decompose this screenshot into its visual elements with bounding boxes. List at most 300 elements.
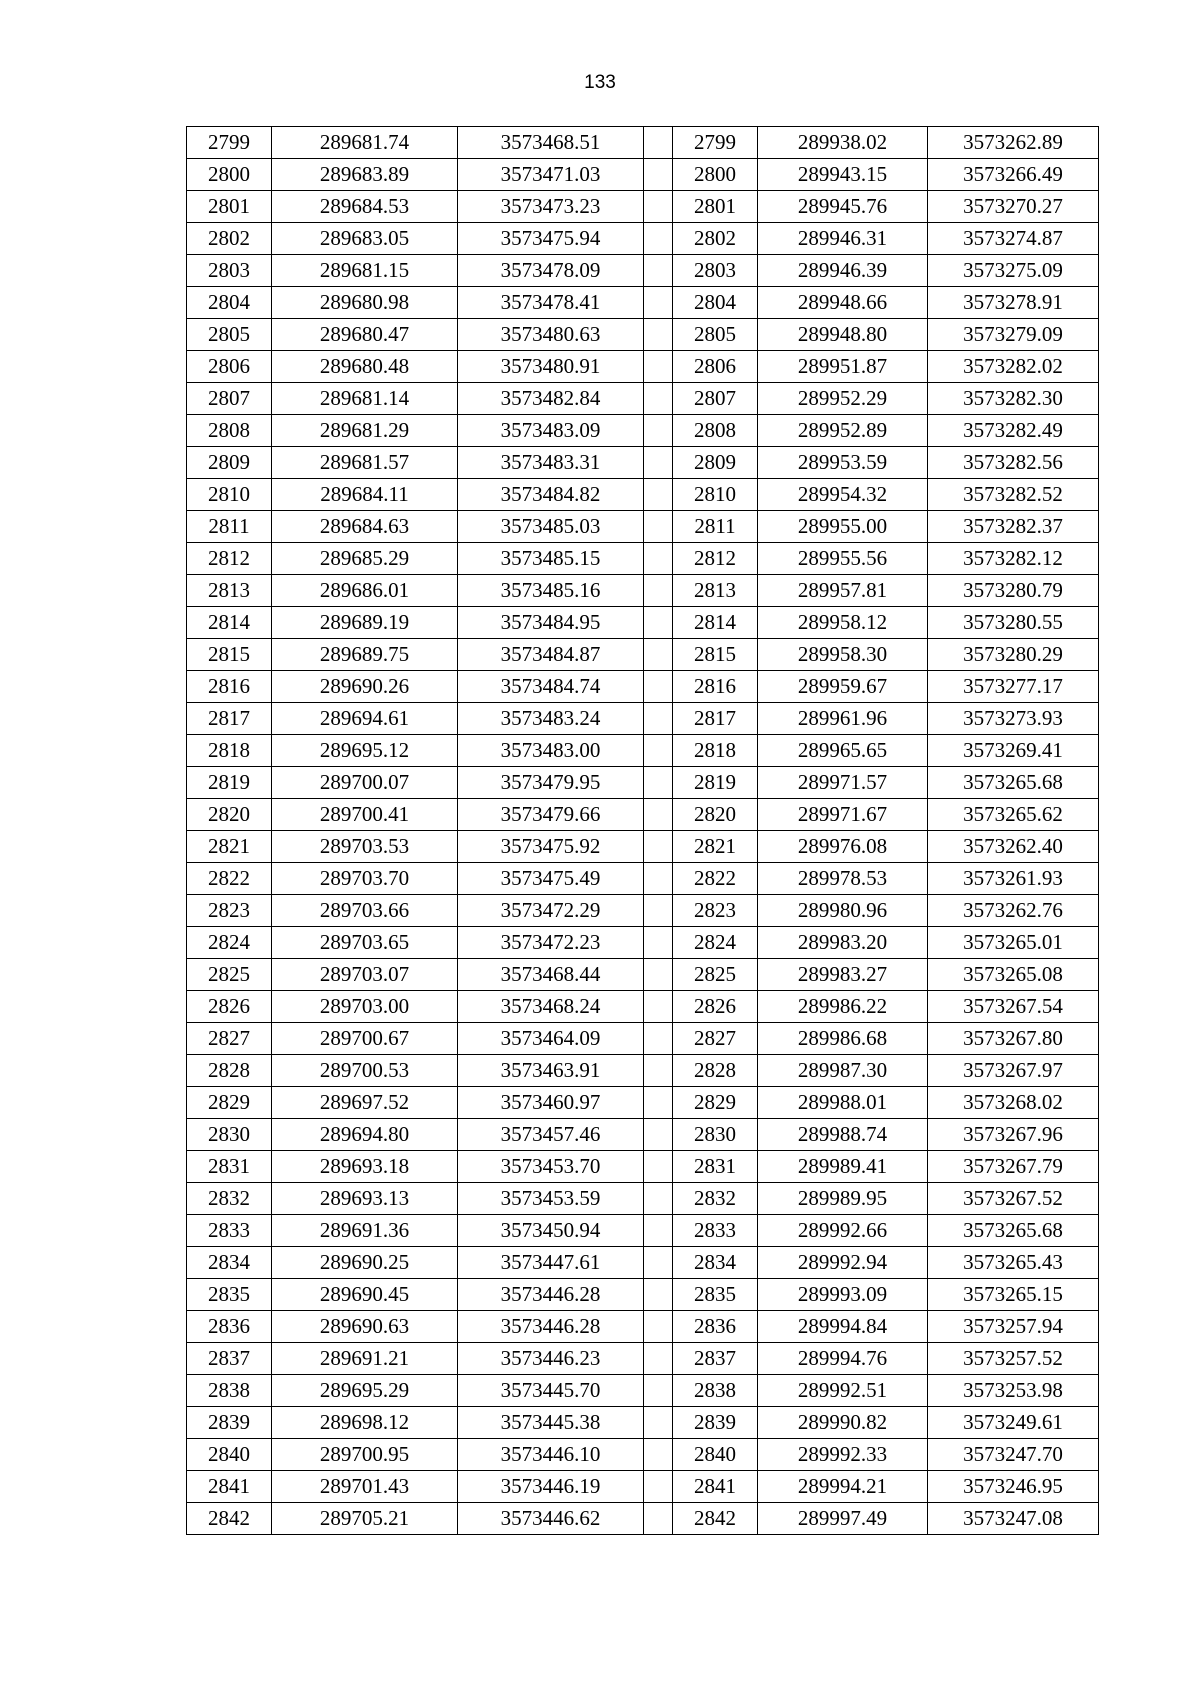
point-number-cell: 2810 [673,479,758,511]
y-coordinate-cell: 3573265.15 [928,1279,1099,1311]
table-row [187,1439,1099,1471]
table-row [187,1215,1099,1247]
point-number-cell: 2824 [673,927,758,959]
spacer-cell [644,1119,673,1151]
x-coordinate-cell: 289948.66 [758,287,928,319]
x-coordinate-cell: 289700.67 [272,1023,458,1055]
spacer-cell [644,607,673,639]
spacer-cell [644,351,673,383]
point-number-cell: 2827 [673,1023,758,1055]
y-coordinate-cell: 3573262.89 [928,127,1099,159]
point-number-cell: 2840 [187,1439,272,1471]
point-number-cell: 2839 [673,1407,758,1439]
table-row [187,1087,1099,1119]
x-coordinate-cell: 289703.07 [272,959,458,991]
x-coordinate-cell: 289703.65 [272,927,458,959]
x-coordinate-cell: 289703.66 [272,895,458,927]
table-row [187,895,1099,927]
point-number-cell: 2818 [673,735,758,767]
y-coordinate-cell: 3573446.28 [458,1279,644,1311]
x-coordinate-cell: 289992.33 [758,1439,928,1471]
y-coordinate-cell: 3573483.00 [458,735,644,767]
table-row [187,255,1099,287]
x-coordinate-cell: 289994.84 [758,1311,928,1343]
point-number-cell: 2800 [187,159,272,191]
x-coordinate-cell: 289988.01 [758,1087,928,1119]
y-coordinate-cell: 3573484.74 [458,671,644,703]
point-number-cell: 2812 [673,543,758,575]
y-coordinate-cell: 3573475.94 [458,223,644,255]
x-coordinate-cell: 289951.87 [758,351,928,383]
y-coordinate-cell: 3573267.79 [928,1151,1099,1183]
x-coordinate-cell: 289986.22 [758,991,928,1023]
y-coordinate-cell: 3573282.02 [928,351,1099,383]
spacer-cell [644,799,673,831]
y-coordinate-cell: 3573485.15 [458,543,644,575]
spacer-cell [644,671,673,703]
y-coordinate-cell: 3573480.63 [458,319,644,351]
point-number-cell: 2825 [187,959,272,991]
x-coordinate-cell: 289971.57 [758,767,928,799]
point-number-cell: 2816 [187,671,272,703]
x-coordinate-cell: 289954.32 [758,479,928,511]
x-coordinate-cell: 289987.30 [758,1055,928,1087]
y-coordinate-cell: 3573468.51 [458,127,644,159]
point-number-cell: 2804 [187,287,272,319]
table-row [187,479,1099,511]
point-number-cell: 2799 [187,127,272,159]
y-coordinate-cell: 3573282.56 [928,447,1099,479]
table-row [187,191,1099,223]
point-number-cell: 2817 [187,703,272,735]
y-coordinate-cell: 3573464.09 [458,1023,644,1055]
point-number-cell: 2823 [673,895,758,927]
spacer-cell [644,991,673,1023]
point-number-cell: 2800 [673,159,758,191]
table-row [187,1247,1099,1279]
x-coordinate-cell: 289983.27 [758,959,928,991]
table-row [187,735,1099,767]
point-number-cell: 2826 [187,991,272,1023]
table-row [187,671,1099,703]
x-coordinate-cell: 289700.95 [272,1439,458,1471]
x-coordinate-cell: 289681.14 [272,383,458,415]
y-coordinate-cell: 3573468.24 [458,991,644,1023]
point-number-cell: 2822 [673,863,758,895]
y-coordinate-cell: 3573247.08 [928,1503,1099,1535]
table-row [187,543,1099,575]
x-coordinate-cell: 289695.29 [272,1375,458,1407]
point-number-cell: 2831 [673,1151,758,1183]
y-coordinate-cell: 3573257.52 [928,1343,1099,1375]
y-coordinate-cell: 3573446.28 [458,1311,644,1343]
x-coordinate-cell: 289958.12 [758,607,928,639]
y-coordinate-cell: 3573253.98 [928,1375,1099,1407]
point-number-cell: 2826 [673,991,758,1023]
spacer-cell [644,767,673,799]
x-coordinate-cell: 289683.05 [272,223,458,255]
x-coordinate-cell: 289686.01 [272,575,458,607]
y-coordinate-cell: 3573479.66 [458,799,644,831]
spacer-cell [644,415,673,447]
x-coordinate-cell: 289680.47 [272,319,458,351]
spacer-cell [644,319,673,351]
table-row [187,959,1099,991]
table-row [187,1471,1099,1503]
y-coordinate-cell: 3573478.41 [458,287,644,319]
table-row [187,383,1099,415]
spacer-cell [644,1503,673,1535]
spacer-cell [644,1279,673,1311]
y-coordinate-cell: 3573274.87 [928,223,1099,255]
spacer-cell [644,1055,673,1087]
x-coordinate-cell: 289989.95 [758,1183,928,1215]
spacer-cell [644,1151,673,1183]
point-number-cell: 2836 [673,1311,758,1343]
table-row [187,1375,1099,1407]
x-coordinate-cell: 289689.19 [272,607,458,639]
point-number-cell: 2805 [673,319,758,351]
point-number-cell: 2833 [673,1215,758,1247]
x-coordinate-cell: 289983.20 [758,927,928,959]
y-coordinate-cell: 3573280.29 [928,639,1099,671]
point-number-cell: 2805 [187,319,272,351]
x-coordinate-cell: 289955.56 [758,543,928,575]
point-number-cell: 2812 [187,543,272,575]
y-coordinate-cell: 3573472.29 [458,895,644,927]
spacer-cell [644,127,673,159]
point-number-cell: 2816 [673,671,758,703]
point-number-cell: 2840 [673,1439,758,1471]
point-number-cell: 2841 [187,1471,272,1503]
spacer-cell [644,287,673,319]
point-number-cell: 2801 [187,191,272,223]
table-row [187,831,1099,863]
x-coordinate-cell: 289992.51 [758,1375,928,1407]
x-coordinate-cell: 289694.80 [272,1119,458,1151]
y-coordinate-cell: 3573282.30 [928,383,1099,415]
y-coordinate-cell: 3573460.97 [458,1087,644,1119]
point-number-cell: 2821 [187,831,272,863]
table-row [187,1343,1099,1375]
point-number-cell: 2802 [673,223,758,255]
x-coordinate-cell: 289691.36 [272,1215,458,1247]
x-coordinate-cell: 289681.29 [272,415,458,447]
x-coordinate-cell: 289961.96 [758,703,928,735]
x-coordinate-cell: 289698.12 [272,1407,458,1439]
point-number-cell: 2819 [187,767,272,799]
point-number-cell: 2831 [187,1151,272,1183]
point-number-cell: 2803 [187,255,272,287]
x-coordinate-cell: 289690.63 [272,1311,458,1343]
table-row [187,415,1099,447]
x-coordinate-cell: 289959.67 [758,671,928,703]
x-coordinate-cell: 289938.02 [758,127,928,159]
point-number-cell: 2832 [187,1183,272,1215]
point-number-cell: 2834 [673,1247,758,1279]
point-number-cell: 2837 [673,1343,758,1375]
y-coordinate-cell: 3573483.31 [458,447,644,479]
y-coordinate-cell: 3573485.16 [458,575,644,607]
point-number-cell: 2820 [187,799,272,831]
y-coordinate-cell: 3573445.38 [458,1407,644,1439]
x-coordinate-cell: 289683.89 [272,159,458,191]
y-coordinate-cell: 3573249.61 [928,1407,1099,1439]
y-coordinate-cell: 3573246.95 [928,1471,1099,1503]
spacer-cell [644,959,673,991]
point-number-cell: 2837 [187,1343,272,1375]
y-coordinate-cell: 3573473.23 [458,191,644,223]
spacer-cell [644,1439,673,1471]
y-coordinate-cell: 3573267.97 [928,1055,1099,1087]
x-coordinate-cell: 289691.21 [272,1343,458,1375]
spacer-cell [644,223,673,255]
x-coordinate-cell: 289952.29 [758,383,928,415]
table-row [187,127,1099,159]
y-coordinate-cell: 3573265.68 [928,1215,1099,1247]
x-coordinate-cell: 289703.70 [272,863,458,895]
y-coordinate-cell: 3573446.10 [458,1439,644,1471]
y-coordinate-cell: 3573484.95 [458,607,644,639]
point-number-cell: 2830 [673,1119,758,1151]
point-number-cell: 2838 [187,1375,272,1407]
point-number-cell: 2802 [187,223,272,255]
y-coordinate-cell: 3573267.52 [928,1183,1099,1215]
point-number-cell: 2827 [187,1023,272,1055]
y-coordinate-cell: 3573269.41 [928,735,1099,767]
spacer-cell [644,1375,673,1407]
spacer-cell [644,383,673,415]
x-coordinate-cell: 289943.15 [758,159,928,191]
x-coordinate-cell: 289690.25 [272,1247,458,1279]
spacer-cell [644,1471,673,1503]
spacer-cell [644,447,673,479]
y-coordinate-cell: 3573445.70 [458,1375,644,1407]
y-coordinate-cell: 3573279.09 [928,319,1099,351]
y-coordinate-cell: 3573262.40 [928,831,1099,863]
spacer-cell [644,191,673,223]
point-number-cell: 2807 [673,383,758,415]
point-number-cell: 2828 [673,1055,758,1087]
x-coordinate-cell: 289700.53 [272,1055,458,1087]
x-coordinate-cell: 289684.11 [272,479,458,511]
table-row [187,1023,1099,1055]
x-coordinate-cell: 289957.81 [758,575,928,607]
point-number-cell: 2814 [673,607,758,639]
spacer-cell [644,1023,673,1055]
table-row [187,351,1099,383]
point-number-cell: 2808 [187,415,272,447]
y-coordinate-cell: 3573446.62 [458,1503,644,1535]
y-coordinate-cell: 3573282.52 [928,479,1099,511]
y-coordinate-cell: 3573471.03 [458,159,644,191]
x-coordinate-cell: 289689.75 [272,639,458,671]
coordinate-table [186,126,1099,1535]
y-coordinate-cell: 3573480.91 [458,351,644,383]
point-number-cell: 2804 [673,287,758,319]
y-coordinate-cell: 3573475.92 [458,831,644,863]
spacer-cell [644,863,673,895]
point-number-cell: 2838 [673,1375,758,1407]
y-coordinate-cell: 3573280.79 [928,575,1099,607]
x-coordinate-cell: 289945.76 [758,191,928,223]
y-coordinate-cell: 3573265.68 [928,767,1099,799]
x-coordinate-cell: 289971.67 [758,799,928,831]
table-row [187,767,1099,799]
table-row [187,511,1099,543]
x-coordinate-cell: 289684.53 [272,191,458,223]
y-coordinate-cell: 3573282.49 [928,415,1099,447]
y-coordinate-cell: 3573485.03 [458,511,644,543]
y-coordinate-cell: 3573268.02 [928,1087,1099,1119]
table-row [187,607,1099,639]
x-coordinate-cell: 289693.18 [272,1151,458,1183]
y-coordinate-cell: 3573447.61 [458,1247,644,1279]
x-coordinate-cell: 289680.98 [272,287,458,319]
point-number-cell: 2836 [187,1311,272,1343]
x-coordinate-cell: 289980.96 [758,895,928,927]
table-row [187,703,1099,735]
spacer-cell [644,479,673,511]
y-coordinate-cell: 3573472.23 [458,927,644,959]
point-number-cell: 2815 [187,639,272,671]
table-row [187,1407,1099,1439]
spacer-cell [644,639,673,671]
y-coordinate-cell: 3573265.01 [928,927,1099,959]
x-coordinate-cell: 289701.43 [272,1471,458,1503]
point-number-cell: 2841 [673,1471,758,1503]
y-coordinate-cell: 3573446.23 [458,1343,644,1375]
point-number-cell: 2825 [673,959,758,991]
point-number-cell: 2833 [187,1215,272,1247]
x-coordinate-cell: 289993.09 [758,1279,928,1311]
x-coordinate-cell: 289690.45 [272,1279,458,1311]
y-coordinate-cell: 3573457.46 [458,1119,644,1151]
x-coordinate-cell: 289681.74 [272,127,458,159]
x-coordinate-cell: 289703.53 [272,831,458,863]
point-number-cell: 2819 [673,767,758,799]
x-coordinate-cell: 289955.00 [758,511,928,543]
spacer-cell [644,703,673,735]
point-number-cell: 2822 [187,863,272,895]
table-row [187,1183,1099,1215]
spacer-cell [644,927,673,959]
spacer-cell [644,1407,673,1439]
y-coordinate-cell: 3573450.94 [458,1215,644,1247]
point-number-cell: 2828 [187,1055,272,1087]
y-coordinate-cell: 3573468.44 [458,959,644,991]
x-coordinate-cell: 289694.61 [272,703,458,735]
point-number-cell: 2835 [187,1279,272,1311]
y-coordinate-cell: 3573483.09 [458,415,644,447]
page-number: 133 [584,72,616,93]
x-coordinate-cell: 289680.48 [272,351,458,383]
point-number-cell: 2806 [187,351,272,383]
x-coordinate-cell: 289988.74 [758,1119,928,1151]
table-row [187,639,1099,671]
point-number-cell: 2808 [673,415,758,447]
table-row [187,1055,1099,1087]
spacer-cell [644,255,673,287]
spacer-cell [644,1215,673,1247]
spacer-cell [644,1343,673,1375]
x-coordinate-cell: 289684.63 [272,511,458,543]
point-number-cell: 2842 [673,1503,758,1535]
table-row [187,287,1099,319]
point-number-cell: 2842 [187,1503,272,1535]
point-number-cell: 2801 [673,191,758,223]
x-coordinate-cell: 289695.12 [272,735,458,767]
y-coordinate-cell: 3573270.27 [928,191,1099,223]
x-coordinate-cell: 289953.59 [758,447,928,479]
point-number-cell: 2799 [673,127,758,159]
table-row [187,1279,1099,1311]
y-coordinate-cell: 3573266.49 [928,159,1099,191]
table-row [187,1119,1099,1151]
x-coordinate-cell: 289997.49 [758,1503,928,1535]
y-coordinate-cell: 3573282.12 [928,543,1099,575]
point-number-cell: 2829 [673,1087,758,1119]
spacer-cell [644,1183,673,1215]
y-coordinate-cell: 3573453.59 [458,1183,644,1215]
x-coordinate-cell: 289705.21 [272,1503,458,1535]
y-coordinate-cell: 3573267.80 [928,1023,1099,1055]
spacer-cell [644,1311,673,1343]
y-coordinate-cell: 3573446.19 [458,1471,644,1503]
x-coordinate-cell: 289681.57 [272,447,458,479]
table-row [187,1311,1099,1343]
y-coordinate-cell: 3573257.94 [928,1311,1099,1343]
x-coordinate-cell: 289990.82 [758,1407,928,1439]
point-number-cell: 2809 [673,447,758,479]
x-coordinate-cell: 289685.29 [272,543,458,575]
x-coordinate-cell: 289690.26 [272,671,458,703]
table-row [187,1503,1099,1535]
y-coordinate-cell: 3573261.93 [928,863,1099,895]
y-coordinate-cell: 3573482.84 [458,383,644,415]
y-coordinate-cell: 3573282.37 [928,511,1099,543]
table-row [187,863,1099,895]
y-coordinate-cell: 3573262.76 [928,895,1099,927]
point-number-cell: 2817 [673,703,758,735]
x-coordinate-cell: 289952.89 [758,415,928,447]
y-coordinate-cell: 3573278.91 [928,287,1099,319]
y-coordinate-cell: 3573273.93 [928,703,1099,735]
y-coordinate-cell: 3573475.49 [458,863,644,895]
point-number-cell: 2832 [673,1183,758,1215]
y-coordinate-cell: 3573275.09 [928,255,1099,287]
table-row [187,1151,1099,1183]
table-row [187,927,1099,959]
y-coordinate-cell: 3573483.24 [458,703,644,735]
x-coordinate-cell: 289700.41 [272,799,458,831]
y-coordinate-cell: 3573453.70 [458,1151,644,1183]
point-number-cell: 2809 [187,447,272,479]
point-number-cell: 2811 [187,511,272,543]
y-coordinate-cell: 3573267.54 [928,991,1099,1023]
spacer-cell [644,511,673,543]
point-number-cell: 2813 [673,575,758,607]
x-coordinate-cell: 289989.41 [758,1151,928,1183]
point-number-cell: 2824 [187,927,272,959]
x-coordinate-cell: 289693.13 [272,1183,458,1215]
spacer-cell [644,735,673,767]
table-row [187,575,1099,607]
point-number-cell: 2811 [673,511,758,543]
x-coordinate-cell: 289946.39 [758,255,928,287]
x-coordinate-cell: 289992.66 [758,1215,928,1247]
y-coordinate-cell: 3573277.17 [928,671,1099,703]
